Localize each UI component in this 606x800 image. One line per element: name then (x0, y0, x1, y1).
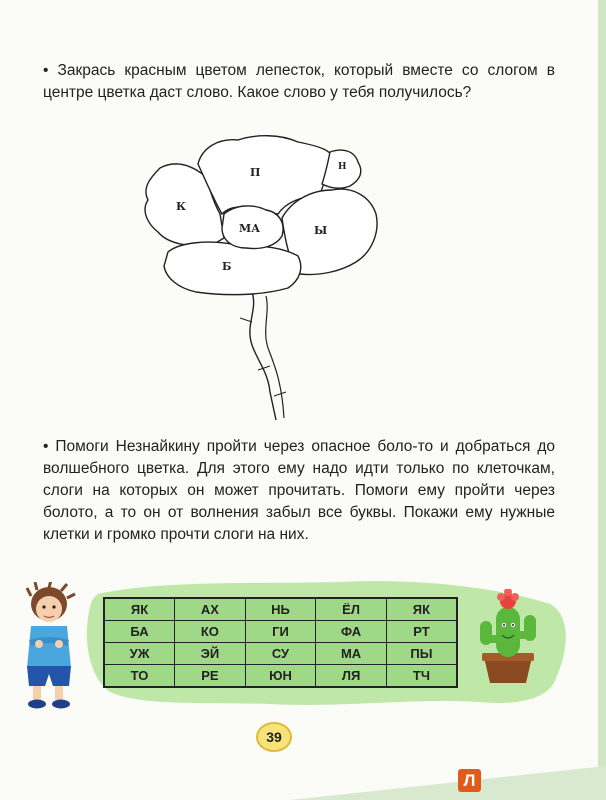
petal-label-b: Б (222, 260, 232, 273)
grid-cell[interactable]: СУ (245, 643, 316, 665)
grid-row (104, 598, 457, 621)
grid-cell[interactable]: ЛЯ (316, 665, 387, 688)
grid-cell[interactable]: ТЧ (386, 665, 457, 688)
grid-row (104, 643, 457, 665)
boy-illustration (15, 582, 85, 714)
grid-cell[interactable]: ФА (316, 621, 387, 643)
grid-cell[interactable]: ГИ (245, 621, 316, 643)
grid-cell[interactable]: РТ (386, 621, 457, 643)
publisher-logo: Л (458, 769, 481, 792)
task1-text: • Закрась красным цветом лепесток, который вместе со слогом в центре цветка даст слово. Какое слово у тебя получилось? (43, 62, 555, 101)
petal-label-p: П (250, 166, 261, 179)
flower-stem-edge (266, 296, 284, 418)
petal-b (164, 242, 301, 295)
grid-cell[interactable]: РЕ (175, 665, 246, 688)
petal-label-n: Н (338, 162, 347, 172)
grid-cell[interactable]: НЬ (245, 598, 316, 621)
grid-cell[interactable]: КО (175, 621, 246, 643)
petal-label-y: Ы (314, 224, 328, 237)
grid-cell[interactable]: АХ (175, 598, 246, 621)
cactus-illustration (476, 589, 546, 687)
grid-cell[interactable]: ЁЛ (316, 598, 387, 621)
grid-cell[interactable]: БА (104, 621, 175, 643)
page-number: 39 (256, 722, 292, 752)
task2-text: • Помоги Незнайкину пройти через опасное боло-то и добраться до волшебного цветка. Для этого ему надо идти только по клеточкам, слоги на которых он может прочитать. Помоги ему пройти через болото, а то он от волнения забыл все буквы. Покажи ему нужные клетки и громко прочти слоги на них. (43, 438, 555, 543)
grid-row (104, 621, 457, 643)
bottom-decor-stripe (0, 766, 606, 800)
center-syllable: МА (239, 222, 261, 235)
grid-cell[interactable]: ТО (104, 665, 175, 688)
grid-cell[interactable]: ПЫ (386, 643, 457, 665)
grid-cell[interactable]: ЮН (245, 665, 316, 688)
grid-cell[interactable]: УЖ (104, 643, 175, 665)
syllable-grid (103, 597, 458, 688)
grid-cell[interactable]: ЯК (386, 598, 457, 621)
grid-row (104, 665, 457, 688)
grid-cell[interactable]: ЭЙ (175, 643, 246, 665)
grid-cell[interactable]: ЯК (104, 598, 175, 621)
petal-label-k: К (176, 200, 187, 213)
flower-stem (250, 292, 276, 420)
grid-cell[interactable]: МА (316, 643, 387, 665)
